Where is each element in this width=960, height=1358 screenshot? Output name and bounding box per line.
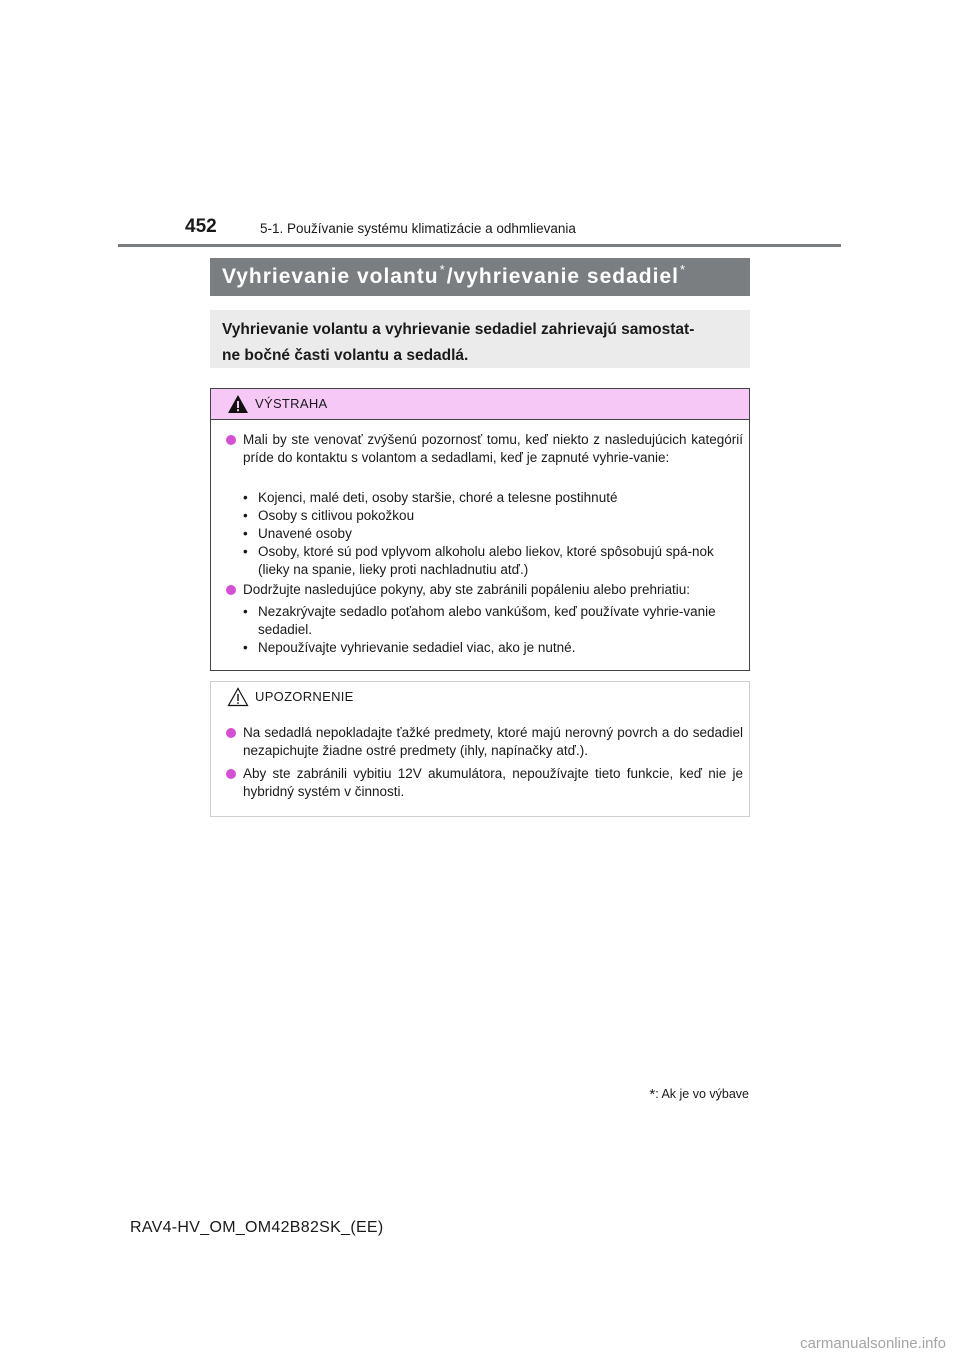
warning-subitem (243, 543, 743, 579)
warning-item-text: Mali by ste venovať zvýšenú pozornosť tomu, keď niekto z nasledujúcich kategórií príde do kontaktu s volantom a sedadlami, keď je zapnuté vyhrie-vanie: (243, 432, 743, 465)
warning-subitem-text: Nezakrývajte sedadlo poťahom alebo vankúšom, keď používate vyhrie-vanie sedadiel. (258, 604, 716, 637)
warning-item (226, 581, 743, 599)
warning-box (210, 388, 750, 671)
warning-subitem (243, 639, 743, 657)
sub-bullet-icon: • (243, 604, 248, 619)
watermark: carmanualsonline.info (800, 1335, 946, 1352)
notice-box (210, 681, 750, 817)
round-bullet-icon (226, 435, 236, 445)
footnote (649, 1086, 749, 1103)
footnote-text: : Ak je vo výbave (655, 1087, 749, 1101)
intro-box (210, 310, 750, 368)
round-bullet-icon (226, 769, 236, 779)
section-title (210, 258, 750, 296)
warning-item-text: Dodržujte nasledujúce pokyny, aby ste zabránili popáleniu alebo prehriatiu: (243, 582, 691, 597)
sub-bullet-icon: • (243, 508, 248, 523)
warning-subitem (243, 489, 743, 507)
round-bullet-icon (226, 728, 236, 738)
warning-header (211, 389, 749, 420)
notice-label: UPOZORNENIE (255, 689, 354, 704)
warning-label: VÝSTRAHA (255, 396, 328, 411)
warning-subitem (243, 603, 743, 639)
warning-subitem (243, 525, 743, 543)
section-title-part2: /vyhrievanie sedadiel (446, 265, 679, 288)
sub-bullet-icon: • (243, 640, 248, 655)
warning-subitem-text: Nepoužívajte vyhrievanie sedadiel viac, ako je nutné. (258, 640, 576, 655)
notice-item-text: Na sedadlá nepokladajte ťažké predmety, ktoré majú nerovný povrch a do sedadiel nezapichujte žiadne ostré predmety (ihly, napínačky atď.). (243, 725, 743, 758)
intro-line: ne bočné časti volantu a sedadlá. (222, 347, 469, 364)
warning-subitem (243, 507, 743, 525)
sub-bullet-icon: • (243, 490, 248, 505)
notice-item (226, 724, 743, 760)
warning-triangle-filled-icon (227, 394, 249, 414)
sub-bullet-icon: • (243, 544, 248, 559)
chapter-title: 5-1. Používanie systému klimatizácie a odhmlievania (260, 221, 576, 236)
optional-mark: * (679, 262, 687, 277)
round-bullet-icon (226, 585, 236, 595)
asterisk-icon: * (649, 1086, 656, 1103)
warning-subitem-text: Osoby, ktoré sú pod vplyvom alkoholu alebo liekov, ktoré spôsobujú spá-nok (lieky na spanie, lieky proti nachladnutiu atď.) (258, 544, 714, 577)
notice-header (211, 682, 749, 712)
optional-mark: * (439, 262, 446, 277)
warning-item (226, 431, 743, 467)
document-code: RAV4-HV_OM_OM42B82SK_(EE) (130, 1219, 384, 1236)
warning-triangle-outline-icon (227, 687, 249, 707)
notice-item-text: Aby ste zabránili vybitiu 12V akumulátora, nepoužívajte tieto funkcie, keď nie je hybridný systém v činnosti. (243, 766, 743, 799)
notice-item (226, 765, 743, 801)
warning-subitem-text: Unavené osoby (258, 526, 352, 541)
section-title-part1: Vyhrievanie volantu (222, 265, 439, 288)
intro-line: Vyhrievanie volantu a vyhrievanie sedadiel zahrievajú samostat- (222, 321, 695, 338)
header-divider (118, 244, 841, 247)
sub-bullet-icon: • (243, 526, 248, 541)
page-number: 452 (185, 216, 217, 237)
warning-subitem-text: Kojenci, malé deti, osoby staršie, choré a telesne postihnuté (258, 490, 618, 505)
warning-subitem-text: Osoby s citlivou pokožkou (258, 508, 415, 523)
